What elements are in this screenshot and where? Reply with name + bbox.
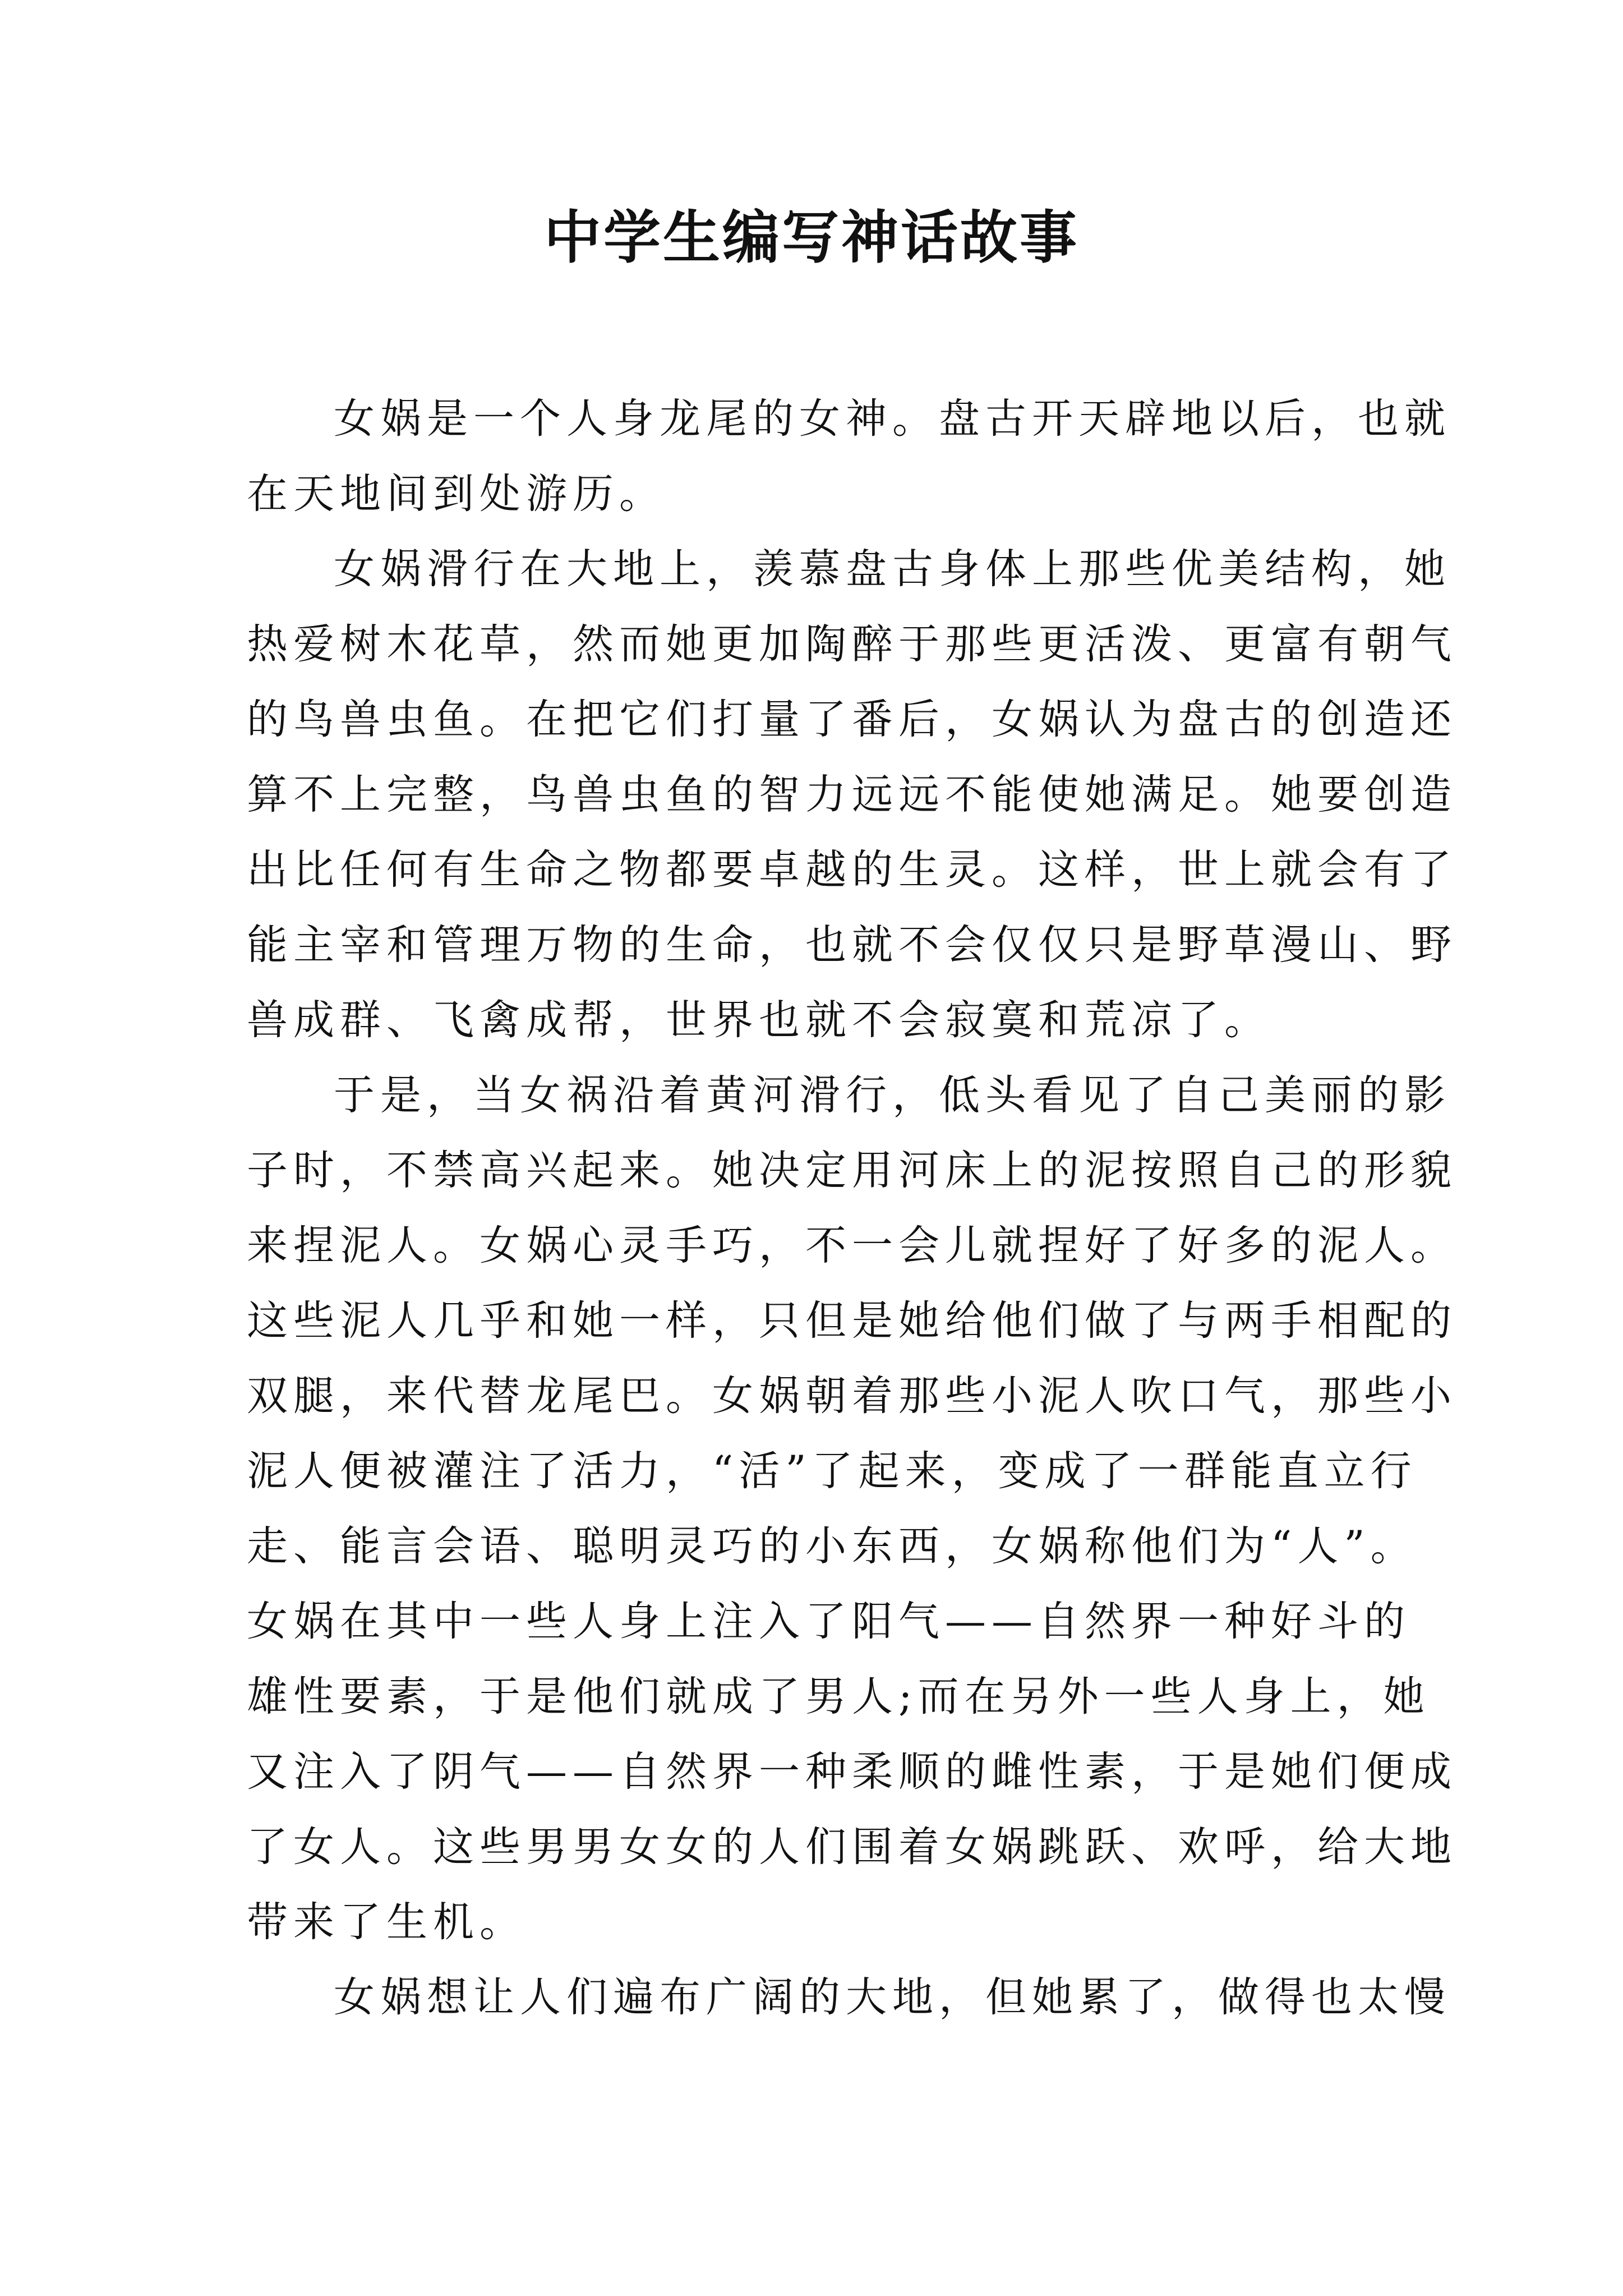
text-line: 来捏泥人。女娲心灵手巧，不一会儿就捏好了好多的泥人。 bbox=[247, 1222, 1457, 1269]
text-line: 热爱树木花草，然而她更加陶醉于那些更活泼、更富有朝气 bbox=[247, 620, 1457, 668]
text-line: 又注入了阴气——自然界一种柔顺的雌性素，于是她们便成 bbox=[247, 1748, 1457, 1796]
text-line: 双腿，来代替龙尾巴。女娲朝着那些小泥人吹口气，那些小 bbox=[247, 1372, 1457, 1420]
text-line: 了女人。这些男男女女的人们围着女娲跳跃、欢呼，给大地 bbox=[247, 1823, 1457, 1871]
text-line: 女娲想让人们遍布广阔的大地，但她累了，做得也太慢 bbox=[334, 1973, 1451, 2021]
text-line: 能主宰和管理万物的生命，也就不会仅仅只是野草漫山、野 bbox=[247, 921, 1457, 969]
text-line: 的鸟兽虫鱼。在把它们打量了番后，女娲认为盘古的创造还 bbox=[247, 696, 1457, 743]
text-line: 走、能言会语、聪明灵巧的小东西，女娲称他们为“人”。 bbox=[247, 1522, 1417, 1570]
text-line: 出比任何有生命之物都要卓越的生灵。这样，世上就会有了 bbox=[247, 846, 1457, 894]
text-line: 泥人便被灌注了活力，“活”了起来，变成了一群能直立行 bbox=[247, 1447, 1417, 1495]
text-line: 这些泥人几乎和她一样，只但是她给他们做了与两手相配的 bbox=[247, 1297, 1457, 1345]
text-line: 在天地间到处游历。 bbox=[247, 470, 666, 518]
text-line: 女娲在其中一些人身上注入了阳气——自然界一种好斗的 bbox=[247, 1598, 1410, 1645]
text-line: 于是，当女祸沿着黄河滑行，低头看见了自己美丽的影 bbox=[334, 1071, 1451, 1119]
document-body bbox=[247, 381, 1457, 2035]
text-line: 女娲滑行在大地上，羡慕盘古身体上那些优美结构，她 bbox=[334, 545, 1451, 593]
text-line: 兽成群、飞禽成帮，世界也就不会寂寞和荒凉了。 bbox=[247, 996, 1271, 1044]
text-line: 雄性要素，于是他们就成了男人;而在另外一些人身上，她 bbox=[247, 1673, 1430, 1720]
document-title: 中学生编写神话故事 bbox=[544, 205, 1079, 272]
text-line: 女娲是一个人身龙尾的女神。盘古开天辟地以后，也就 bbox=[334, 395, 1451, 443]
text-line: 算不上完整，鸟兽虫鱼的智力远远不能使她满足。她要创造 bbox=[247, 771, 1457, 818]
text-line: 带来了生机。 bbox=[247, 1898, 526, 1946]
text-line: 子时，不禁高兴起来。她决定用河床上的泥按照自己的形貌 bbox=[247, 1147, 1457, 1194]
